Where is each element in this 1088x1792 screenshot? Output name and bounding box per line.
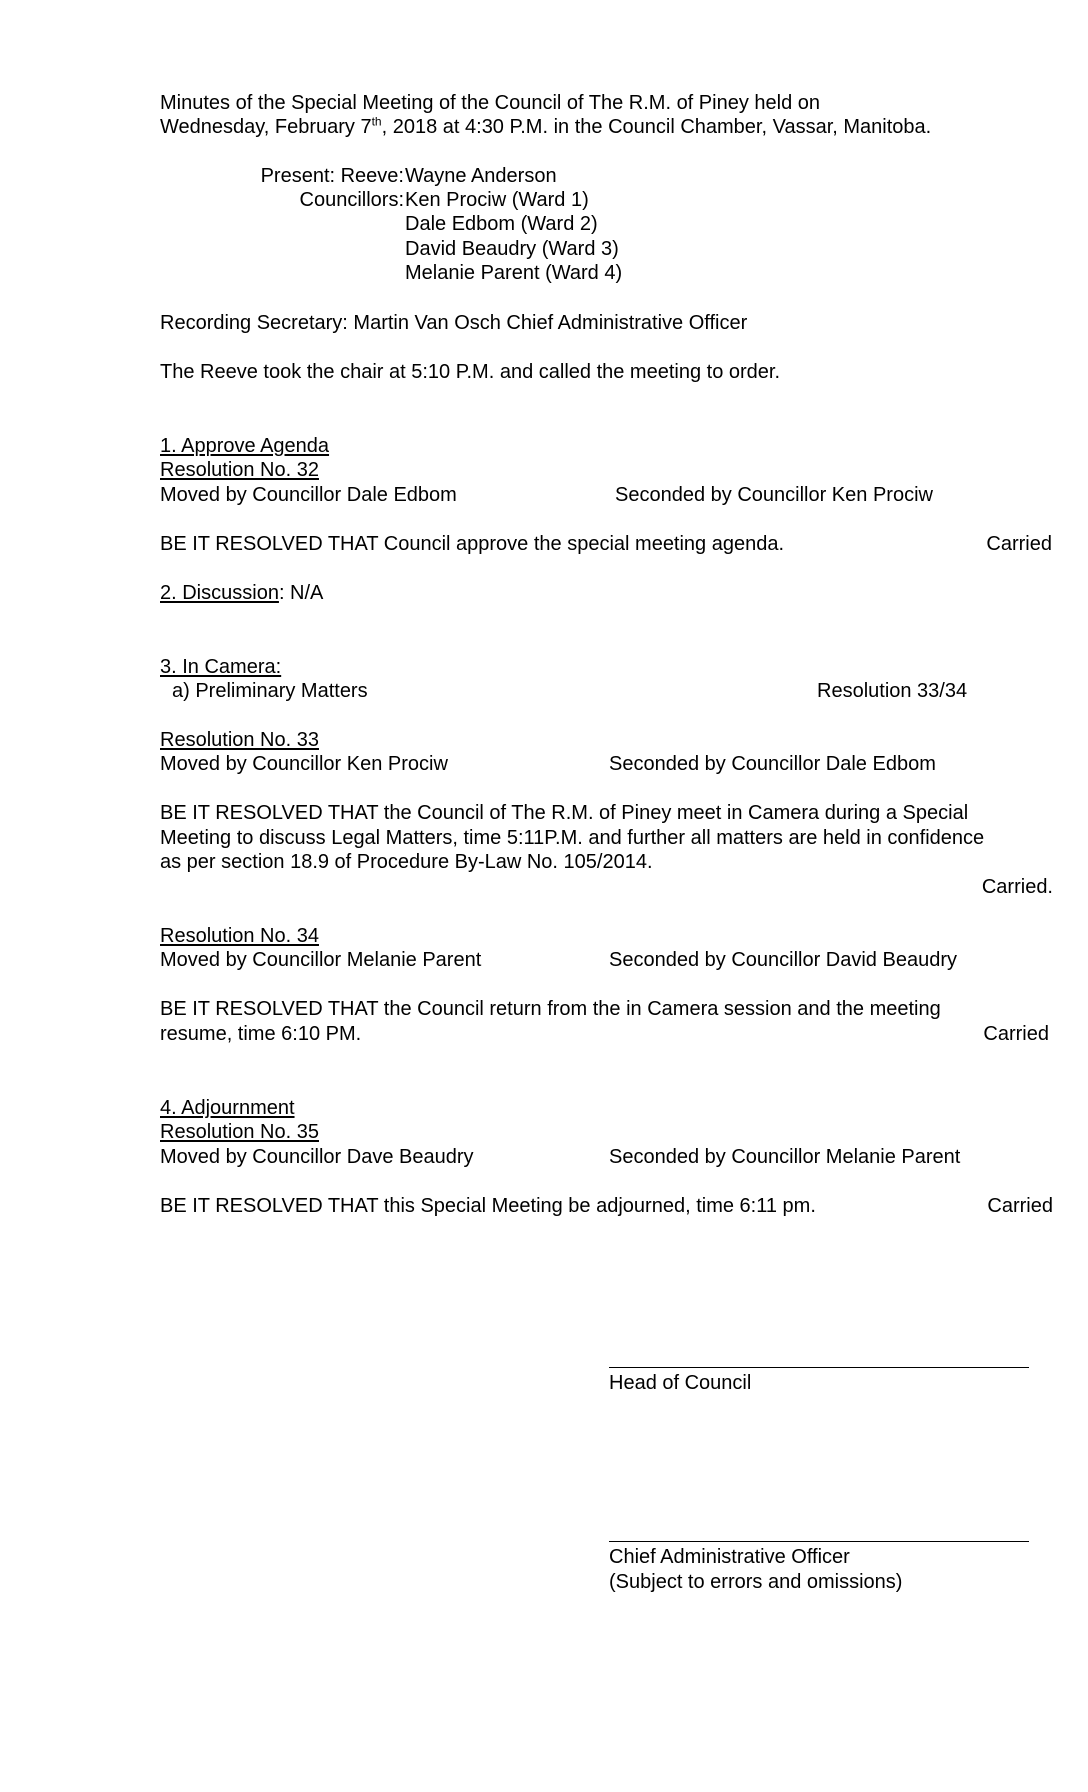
resolution-32-seconded: Seconded by Councillor Ken Prociw bbox=[615, 484, 933, 506]
resolution-35-seconded: Seconded by Councillor Melanie Parent bbox=[609, 1146, 961, 1168]
resolution-32-text: BE IT RESOLVED THAT Council approve the special meeting agenda. bbox=[160, 533, 785, 555]
resolution-35-text: BE IT RESOLVED THAT this Special Meeting be adjourned, time 6:11 pm. bbox=[160, 1195, 816, 1217]
date-ordinal: th bbox=[371, 114, 382, 129]
section-2-line bbox=[160, 581, 323, 606]
resolution-33-status: Carried. bbox=[981, 876, 1053, 898]
resolution-33-line-3: as per section 18.9 of Procedure By-Law No. 105/2014. bbox=[160, 851, 653, 873]
resolution-34-number: Resolution No. 34 bbox=[160, 925, 319, 947]
title-line-1: Minutes of the Special Meeting of the Council of The R.M. of Piney held on bbox=[160, 92, 820, 114]
reeve-label: Present: Reeve: bbox=[260, 165, 404, 187]
errors-omissions-note: (Subject to errors and omissions) bbox=[609, 1571, 903, 1593]
resolution-33-number: Resolution No. 33 bbox=[160, 729, 319, 751]
resolution-34-line-1: BE IT RESOLVED THAT the Council return from the in Camera session and the meeting bbox=[160, 998, 941, 1020]
resolution-34-moved: Moved by Councillor Melanie Parent bbox=[160, 949, 482, 971]
councillor-4: Melanie Parent (Ward 4) bbox=[405, 262, 623, 284]
section-3-heading: 3. In Camera: bbox=[160, 656, 282, 678]
call-to-order: The Reeve took the chair at 5:10 P.M. and called the meeting to order. bbox=[160, 361, 781, 383]
reeve-name: Wayne Anderson bbox=[405, 165, 557, 187]
section-4-heading: 4. Adjournment bbox=[160, 1097, 295, 1119]
resolution-35-status: Carried bbox=[987, 1195, 1053, 1217]
section-1-heading: 1. Approve Agenda bbox=[160, 435, 330, 457]
resolution-33-line-1: BE IT RESOLVED THAT the Council of The R.M. of Piney meet in Camera during a Special bbox=[160, 802, 969, 824]
section-3-item: a) Preliminary Matters bbox=[172, 680, 368, 702]
section-2-value: : N/A bbox=[278, 582, 324, 604]
cao-signature-line bbox=[609, 1541, 1029, 1542]
section-2-heading: 2. Discussion bbox=[160, 582, 279, 604]
section-3-item-ref: Resolution 33/34 bbox=[817, 680, 968, 702]
councillor-2: Dale Edbom (Ward 2) bbox=[405, 213, 598, 235]
resolution-35-number: Resolution No. 35 bbox=[160, 1121, 319, 1143]
resolution-32-number: Resolution No. 32 bbox=[160, 459, 319, 481]
resolution-34-seconded: Seconded by Councillor David Beaudry bbox=[609, 949, 957, 971]
councillor-3: David Beaudry (Ward 3) bbox=[405, 238, 619, 260]
resolution-32-moved: Moved by Councillor Dale Edbom bbox=[160, 484, 457, 506]
resolution-34-status: Carried bbox=[983, 1023, 1049, 1045]
head-of-council-label: Head of Council bbox=[609, 1372, 752, 1394]
title-date: Wednesday, February 7 bbox=[160, 116, 372, 138]
title-line-2 bbox=[160, 115, 931, 140]
resolution-34-line-2: resume, time 6:10 PM. bbox=[160, 1023, 362, 1045]
resolution-33-seconded: Seconded by Councillor Dale Edbom bbox=[609, 753, 936, 775]
resolution-33-moved: Moved by Councillor Ken Prociw bbox=[160, 753, 448, 775]
councillors-label: Councillors: bbox=[299, 189, 404, 211]
head-of-council-signature-line bbox=[609, 1367, 1029, 1368]
cao-label: Chief Administrative Officer bbox=[609, 1546, 850, 1568]
councillor-1: Ken Prociw (Ward 1) bbox=[405, 189, 589, 211]
resolution-33-line-2: Meeting to discuss Legal Matters, time 5:11P.M. and further all matters are held in confidence bbox=[160, 827, 985, 849]
title-location: , 2018 at 4:30 P.M. in the Council Chamber, Vassar, Manitoba. bbox=[381, 116, 932, 138]
recording-secretary: Recording Secretary: Martin Van Osch Chief Administrative Officer bbox=[160, 312, 748, 334]
resolution-35-moved: Moved by Councillor Dave Beaudry bbox=[160, 1146, 474, 1168]
resolution-32-status: Carried bbox=[986, 533, 1052, 555]
